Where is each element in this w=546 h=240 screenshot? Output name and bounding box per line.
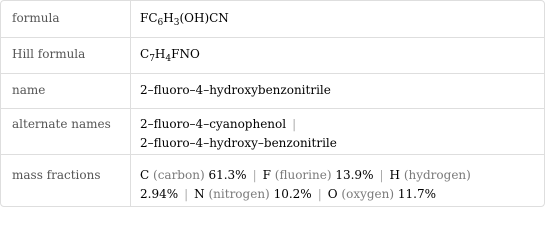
separator: | <box>292 117 297 131</box>
formula-value: $FC_6H_3(OH)CN$ <box>140 11 229 28</box>
fraction-item: N (nitrogen) 10.2% <box>194 187 312 201</box>
fraction-item: O (oxygen) 11.7% <box>327 187 437 201</box>
alternate-names-value <box>140 115 337 153</box>
name-value: 2–fluoro–4–hydroxybenzonitrile <box>140 83 331 97</box>
fraction-item: H (hydrogen) <box>389 168 471 182</box>
row-label: mass fractions <box>12 168 101 182</box>
row-label: formula <box>12 11 60 25</box>
alternate-name: 2–fluoro–4–cyanophenol <box>140 117 287 131</box>
row-label: name <box>12 83 46 97</box>
hill-formula-value: $C_7H_4FNO$ <box>140 47 200 64</box>
alternate-name: 2–fluoro–4–hydroxy–benzonitrile <box>140 136 337 150</box>
table-row-formula <box>1 1 544 37</box>
table-row-alternate-names <box>1 108 544 154</box>
table-row-hill-formula <box>1 37 544 73</box>
table-row-name <box>1 73 544 108</box>
fraction-item: F (fluorine) 13.9% <box>262 168 374 182</box>
fraction-item: C (carbon) 61.3% <box>140 168 247 182</box>
fraction-item-cont: 2.94% <box>140 187 179 201</box>
table-row-mass-fractions <box>1 154 544 208</box>
row-label: Hill formula <box>12 47 86 61</box>
mass-fractions-value: C (carbon) 61.3% | F (fluorine) 13.9% | H (hydrogen) 2.94% | N (nitrogen) 10.2% | O (oxygen) 11.7% <box>140 168 471 201</box>
row-label: alternate names <box>12 117 111 131</box>
